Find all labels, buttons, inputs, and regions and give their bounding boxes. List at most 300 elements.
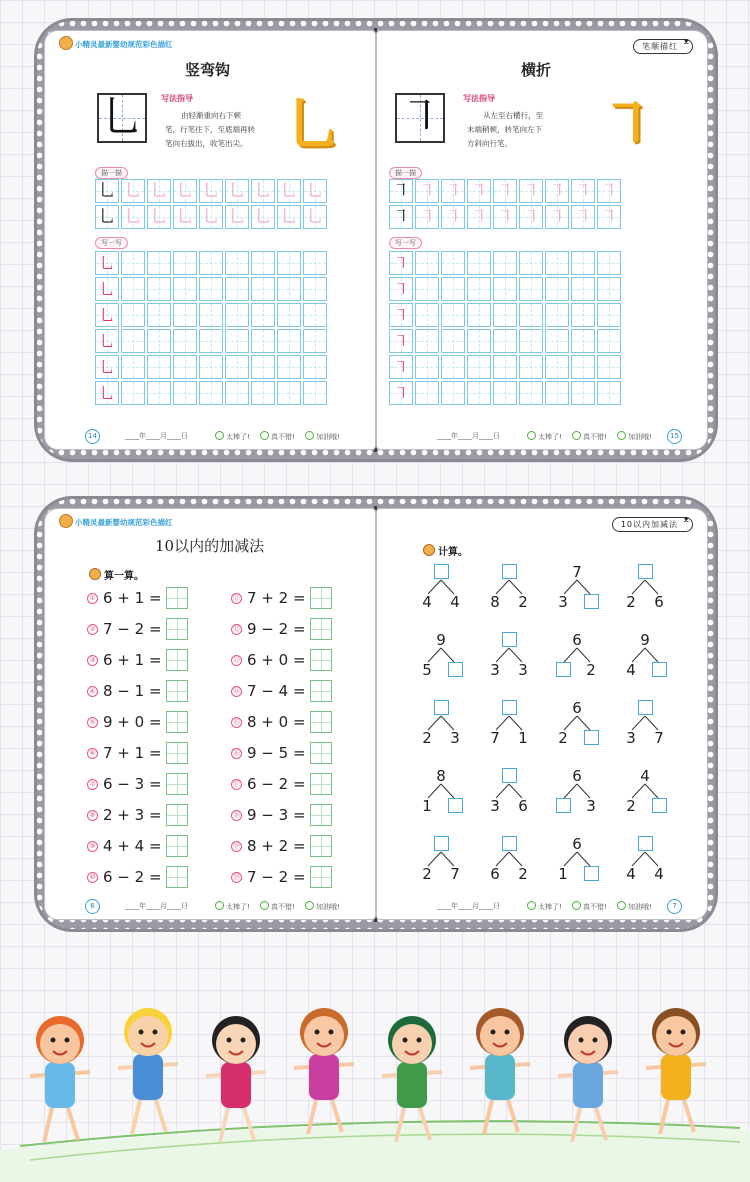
practice-cell[interactable]: [173, 329, 197, 353]
bond-number: 2: [422, 729, 432, 747]
bond-number: 8: [436, 767, 446, 785]
practice-cell[interactable]: ㇕: [571, 205, 595, 229]
practice-cell[interactable]: [441, 303, 465, 327]
practice-cell[interactable]: [173, 277, 197, 301]
page-footer: [55, 429, 365, 443]
practice-cell[interactable]: [147, 329, 171, 353]
practice-cell[interactable]: [173, 303, 197, 327]
rating-great[interactable]: 太棒了!: [215, 431, 250, 442]
practice-cell[interactable]: [493, 277, 517, 301]
practice-cell[interactable]: [441, 251, 465, 275]
practice-cell[interactable]: ㇕: [415, 179, 439, 203]
rating-good[interactable]: 真不错!: [572, 901, 607, 912]
equation-item: ⑦ 6 − 3 =: [87, 773, 188, 795]
answer-box[interactable]: [502, 768, 517, 783]
answer-box[interactable]: [166, 773, 188, 795]
dancing-kid: [470, 1008, 530, 1134]
answer-box[interactable]: [166, 711, 188, 733]
bond-number: 6: [490, 865, 500, 883]
practice-cell[interactable]: 乚: [121, 205, 145, 229]
bond-number: 3: [450, 729, 460, 747]
bond-number: 6: [518, 797, 528, 815]
practice-cell[interactable]: [571, 355, 595, 379]
practice-cell[interactable]: [277, 381, 301, 405]
practice-cell[interactable]: 乚: [95, 277, 119, 301]
answer-box[interactable]: [434, 564, 449, 579]
bond-number: 3: [518, 661, 528, 679]
practice-cell[interactable]: [571, 303, 595, 327]
write-grid: [95, 251, 327, 405]
rating-keep-going[interactable]: 加油哦!: [305, 431, 340, 442]
equation-item: ③ 6 + 1 =: [87, 649, 188, 671]
equation-item: ⑨ 4 + 4 =: [87, 835, 188, 857]
practice-cell[interactable]: [225, 329, 249, 353]
practice-cell[interactable]: [147, 355, 171, 379]
practice-cell[interactable]: [225, 381, 249, 405]
answer-box[interactable]: [310, 742, 332, 764]
bond-number: 4: [626, 661, 636, 679]
answer-box[interactable]: [502, 700, 517, 715]
practice-cell[interactable]: 乚: [95, 205, 119, 229]
practice-cell[interactable]: [519, 355, 543, 379]
practice-cell[interactable]: [277, 251, 301, 275]
practice-cell[interactable]: ㇕: [519, 179, 543, 203]
answer-box[interactable]: [434, 836, 449, 851]
answer-box[interactable]: [166, 618, 188, 640]
bond-number: 9: [640, 631, 650, 649]
rating-good[interactable]: 真不错!: [260, 901, 295, 912]
answer-box[interactable]: [584, 866, 599, 881]
stroke-mascot-icon: 乚: [285, 92, 341, 158]
practice-cell[interactable]: [493, 303, 517, 327]
series-logo-icon: [59, 36, 73, 50]
practice-cell[interactable]: 乚: [95, 303, 119, 327]
bond-number: 4: [654, 865, 664, 883]
practice-cell[interactable]: ㇕: [389, 277, 413, 301]
practice-cell[interactable]: [303, 355, 327, 379]
practice-cell[interactable]: [597, 251, 621, 275]
practice-cell[interactable]: ㇕: [545, 205, 569, 229]
rating-keep-going[interactable]: 加油哦!: [617, 431, 652, 442]
trace-grid: [95, 179, 327, 229]
rating-great[interactable]: 太棒了!: [215, 901, 250, 912]
practice-cell[interactable]: [147, 251, 171, 275]
dancing-kid: [294, 1008, 354, 1134]
trace-grid: [389, 179, 621, 229]
answer-box[interactable]: [584, 594, 599, 609]
practice-cell[interactable]: [251, 277, 275, 301]
page-title: 横折: [521, 61, 552, 79]
practice-cell[interactable]: [121, 277, 145, 301]
equation-item: ⑮ 8 + 0 =: [231, 711, 332, 733]
practice-cell[interactable]: [303, 381, 327, 405]
practice-cell[interactable]: 乚: [199, 205, 223, 229]
practice-cell[interactable]: [225, 277, 249, 301]
practice-cell[interactable]: [545, 251, 569, 275]
book-spread-strokes: [34, 18, 718, 462]
practice-cell[interactable]: ㇕: [571, 179, 595, 203]
practice-cell[interactable]: [571, 251, 595, 275]
page-horizontal-turn: [376, 30, 708, 450]
practice-cell[interactable]: ㇕: [389, 381, 413, 405]
equation-item: ⑳ 7 − 2 =: [231, 866, 332, 888]
answer-box[interactable]: [310, 680, 332, 702]
number-bond-tree: [555, 835, 599, 887]
practice-cell[interactable]: [199, 355, 223, 379]
rating-good[interactable]: 真不错!: [260, 431, 295, 442]
answer-box[interactable]: [166, 587, 188, 609]
practice-cell[interactable]: [493, 251, 517, 275]
practice-cell[interactable]: [415, 355, 439, 379]
page-number-bonds: [376, 508, 708, 920]
bond-number: 4: [450, 593, 460, 611]
practice-cell[interactable]: [251, 329, 275, 353]
number-bond-tree: [487, 699, 531, 751]
practice-cell[interactable]: [467, 329, 491, 353]
answer-box[interactable]: [310, 711, 332, 733]
equation-item: ⑤ 9 + 0 =: [87, 711, 188, 733]
practice-cell[interactable]: [303, 303, 327, 327]
practice-cell[interactable]: ㇕: [389, 355, 413, 379]
answer-box[interactable]: [310, 649, 332, 671]
bond-number: 6: [572, 631, 582, 649]
answer-box[interactable]: [556, 662, 571, 677]
practice-cell[interactable]: 乚: [199, 179, 223, 203]
practice-cell[interactable]: [545, 303, 569, 327]
answer-box[interactable]: [434, 700, 449, 715]
practice-cell[interactable]: [415, 329, 439, 353]
equation-item: ④ 8 − 1 =: [87, 680, 188, 702]
answer-box[interactable]: [502, 632, 517, 647]
bond-number: 2: [422, 865, 432, 883]
practice-cell[interactable]: 乚: [121, 179, 145, 203]
bond-number: 2: [518, 865, 528, 883]
practice-cell[interactable]: [441, 329, 465, 353]
practice-cell[interactable]: [597, 355, 621, 379]
answer-box[interactable]: [638, 564, 653, 579]
date-line: ____年____月____日: [437, 902, 500, 910]
practice-cell[interactable]: ㇕: [415, 205, 439, 229]
dancing-kid: [206, 1016, 266, 1142]
practice-cell[interactable]: [493, 355, 517, 379]
answer-box[interactable]: [652, 662, 667, 677]
practice-cell[interactable]: [225, 303, 249, 327]
answer-box[interactable]: [638, 836, 653, 851]
page-title: 竖弯钩: [185, 61, 231, 79]
bond-number: 2: [626, 593, 636, 611]
practice-cell[interactable]: [173, 381, 197, 405]
write-label: 写一写: [389, 237, 422, 249]
practice-cell[interactable]: [519, 277, 543, 301]
practice-cell[interactable]: [199, 277, 223, 301]
guide-text: 由轻渐重向右下顿 笔，行笔往下，至底端再转 笔向右拔出，收笔出尖。: [165, 111, 255, 148]
answer-box[interactable]: [310, 835, 332, 857]
practice-cell[interactable]: 乚: [147, 205, 171, 229]
section-heading: 算一算。: [89, 567, 144, 582]
practice-cell[interactable]: ㇕: [389, 179, 413, 203]
equation-item: ⑬ 6 + 0 =: [231, 649, 332, 671]
page-number: 7: [667, 899, 682, 914]
practice-cell[interactable]: ㇕: [389, 251, 413, 275]
practice-cell[interactable]: ㇕: [597, 179, 621, 203]
bond-number: 6: [572, 835, 582, 853]
practice-cell[interactable]: [519, 303, 543, 327]
practice-cell[interactable]: [251, 355, 275, 379]
practice-cell[interactable]: [415, 251, 439, 275]
book-spread-math: [34, 496, 718, 932]
practice-cell[interactable]: [441, 381, 465, 405]
practice-cell[interactable]: ㇕: [493, 205, 517, 229]
answer-box[interactable]: [556, 798, 571, 813]
practice-cell[interactable]: 乚: [303, 179, 327, 203]
practice-cell[interactable]: 乚: [225, 179, 249, 203]
practice-cell[interactable]: [199, 303, 223, 327]
section-heading: 计算。: [423, 543, 468, 558]
practice-cell[interactable]: [493, 329, 517, 353]
number-bond-tree: [419, 699, 463, 751]
answer-box[interactable]: [166, 649, 188, 671]
practice-cell[interactable]: [441, 355, 465, 379]
answer-box[interactable]: [502, 836, 517, 851]
practice-cell[interactable]: 乚: [147, 179, 171, 203]
number-bond-tree: [555, 563, 599, 615]
bond-number: 4: [626, 865, 636, 883]
series-name: 小精灵最新婴幼规范彩色描红: [75, 40, 173, 49]
bond-number: 6: [572, 699, 582, 717]
practice-cell[interactable]: [199, 381, 223, 405]
practice-cell[interactable]: [467, 303, 491, 327]
answer-box[interactable]: [166, 866, 188, 888]
bond-number: 7: [450, 865, 460, 883]
practice-cell[interactable]: ㇕: [597, 205, 621, 229]
bond-number: 1: [518, 729, 528, 747]
practice-cell[interactable]: [415, 303, 439, 327]
practice-cell[interactable]: [121, 381, 145, 405]
practice-cell[interactable]: [173, 355, 197, 379]
kid-icon: [89, 568, 101, 580]
answer-box[interactable]: [310, 587, 332, 609]
practice-cell[interactable]: [467, 381, 491, 405]
answer-box[interactable]: [652, 798, 667, 813]
practice-cell[interactable]: [121, 355, 145, 379]
answer-box[interactable]: [310, 866, 332, 888]
practice-cell[interactable]: ㇕: [389, 303, 413, 327]
practice-cell[interactable]: [251, 303, 275, 327]
answer-box[interactable]: [638, 700, 653, 715]
rating-great[interactable]: 太棒了!: [527, 431, 562, 442]
page-number: 15: [667, 429, 682, 444]
practice-cell[interactable]: [277, 355, 301, 379]
practice-cell[interactable]: [121, 303, 145, 327]
number-bond-tree: [419, 631, 463, 683]
answer-box[interactable]: [166, 804, 188, 826]
practice-cell[interactable]: ㇕: [389, 329, 413, 353]
practice-cell[interactable]: [199, 251, 223, 275]
guide-label: 写法指导: [463, 94, 495, 103]
practice-cell[interactable]: [147, 381, 171, 405]
equation-item: ② 7 − 2 =: [87, 618, 188, 640]
number-bond-tree: [555, 631, 599, 683]
practice-cell[interactable]: 乚: [277, 179, 301, 203]
practice-cell[interactable]: 乚: [173, 205, 197, 229]
practice-cell[interactable]: 乚: [225, 205, 249, 229]
bond-number: 1: [558, 865, 568, 883]
practice-cell[interactable]: ㇕: [389, 205, 413, 229]
practice-cell[interactable]: 乚: [173, 179, 197, 203]
kid-icon: [423, 544, 435, 556]
practice-cell[interactable]: [545, 355, 569, 379]
practice-cell[interactable]: [277, 277, 301, 301]
bond-number: 5: [422, 661, 432, 679]
bond-number: 7: [490, 729, 500, 747]
page-vertical-bend-hook: [44, 30, 376, 450]
stroke-mascot-icon: ㇕: [599, 92, 655, 158]
answer-box[interactable]: [448, 662, 463, 677]
number-bond-tree: [419, 835, 463, 887]
answer-box[interactable]: [166, 835, 188, 857]
number-bond-tree: [623, 835, 667, 887]
dancing-kid: [646, 1008, 706, 1134]
rating-keep-going[interactable]: 加油哦!: [305, 901, 340, 912]
number-bond-tree: [623, 563, 667, 615]
rating-keep-going[interactable]: 加油哦!: [617, 901, 652, 912]
answer-box[interactable]: [310, 618, 332, 640]
practice-cell[interactable]: [199, 329, 223, 353]
practice-cell[interactable]: [441, 277, 465, 301]
practice-cell[interactable]: [415, 277, 439, 301]
dancing-kid: [118, 1008, 178, 1134]
practice-cell[interactable]: [147, 303, 171, 327]
practice-cell[interactable]: [571, 277, 595, 301]
practice-cell[interactable]: ㇕: [545, 179, 569, 203]
practice-cell[interactable]: [597, 277, 621, 301]
trace-label: 描一描: [389, 167, 422, 179]
equation-item: ⑲ 8 + 2 =: [231, 835, 332, 857]
trace-label: 描一描: [95, 167, 128, 179]
practice-cell[interactable]: [121, 329, 145, 353]
series-logo-icon: [59, 514, 73, 528]
practice-cell[interactable]: [545, 277, 569, 301]
practice-cell[interactable]: [597, 381, 621, 405]
practice-cell[interactable]: [225, 251, 249, 275]
bond-number: 3: [490, 661, 500, 679]
practice-cell[interactable]: 乚: [251, 179, 275, 203]
number-bond-tree: [419, 563, 463, 615]
number-bond-tree: [419, 767, 463, 819]
practice-cell[interactable]: 乚: [95, 329, 119, 353]
bond-number: 1: [422, 797, 432, 815]
practice-cell[interactable]: 乚: [95, 381, 119, 405]
equation-item: ⑭ 7 − 4 =: [231, 680, 332, 702]
bond-number: 4: [422, 593, 432, 611]
corner-tag: 10以内加减法 ᴥ: [612, 517, 693, 532]
answer-box[interactable]: [166, 742, 188, 764]
practice-cell[interactable]: 乚: [303, 205, 327, 229]
practice-cell[interactable]: [147, 277, 171, 301]
bond-number: 6: [572, 767, 582, 785]
bond-number: 3: [586, 797, 596, 815]
equation-item: ⑫ 9 − 2 =: [231, 618, 332, 640]
practice-cell[interactable]: [467, 277, 491, 301]
practice-cell[interactable]: ㇕: [467, 179, 491, 203]
practice-cell[interactable]: [415, 381, 439, 405]
answer-box[interactable]: [310, 773, 332, 795]
practice-cell[interactable]: [303, 277, 327, 301]
bond-number: 2: [558, 729, 568, 747]
bond-number: 4: [640, 767, 650, 785]
bond-number: 7: [572, 563, 582, 581]
practice-cell[interactable]: [597, 329, 621, 353]
bond-number: 9: [436, 631, 446, 649]
practice-cell[interactable]: 乚: [95, 251, 119, 275]
equation-item: ⑩ 6 − 2 =: [87, 866, 188, 888]
equation-item: ⑧ 2 + 3 =: [87, 804, 188, 826]
practice-cell[interactable]: [303, 329, 327, 353]
practice-cell[interactable]: [303, 251, 327, 275]
guide-text: 从左至右横行，至 末端稍顿，转笔向左下 方斜向行笔。: [467, 111, 543, 148]
number-bond-tree: [487, 563, 531, 615]
practice-cell[interactable]: [493, 381, 517, 405]
practice-cell[interactable]: [251, 381, 275, 405]
practice-cell[interactable]: [467, 251, 491, 275]
practice-cell[interactable]: [519, 251, 543, 275]
practice-cell[interactable]: [251, 251, 275, 275]
write-label: 写一写: [95, 237, 128, 249]
practice-cell[interactable]: [545, 381, 569, 405]
answer-box[interactable]: [502, 564, 517, 579]
practice-cell[interactable]: [519, 381, 543, 405]
practice-cell[interactable]: ㇕: [493, 179, 517, 203]
practice-cell[interactable]: ㇕: [519, 205, 543, 229]
practice-cell[interactable]: ㇕: [441, 179, 465, 203]
rating-great[interactable]: 太棒了!: [527, 901, 562, 912]
equation-item: ⑥ 7 + 1 =: [87, 742, 188, 764]
practice-cell[interactable]: [571, 329, 595, 353]
practice-cell[interactable]: [467, 355, 491, 379]
number-bond-tree: [487, 835, 531, 887]
practice-cell[interactable]: [225, 355, 249, 379]
practice-cell[interactable]: 乚: [251, 205, 275, 229]
page-number: 6: [85, 899, 100, 914]
practice-cell[interactable]: 乚: [277, 205, 301, 229]
practice-cell[interactable]: [571, 381, 595, 405]
answer-box[interactable]: [166, 680, 188, 702]
practice-cell[interactable]: [597, 303, 621, 327]
answer-box[interactable]: [584, 730, 599, 745]
answer-box[interactable]: [448, 798, 463, 813]
practice-cell[interactable]: ㇕: [467, 205, 491, 229]
equation-item: ⑯ 9 − 5 =: [231, 742, 332, 764]
equation-item: ① 6 + 1 =: [87, 587, 188, 609]
practice-cell[interactable]: 乚: [95, 355, 119, 379]
bond-number: 3: [490, 797, 500, 815]
practice-cell[interactable]: [519, 329, 543, 353]
corner-tag: 笔顺描红 ᴥ: [633, 39, 693, 54]
practice-cell[interactable]: [121, 251, 145, 275]
practice-cell[interactable]: [277, 303, 301, 327]
number-bond-tree: [623, 631, 667, 683]
practice-cell[interactable]: [277, 329, 301, 353]
practice-cell[interactable]: [545, 329, 569, 353]
bond-number: 2: [626, 797, 636, 815]
practice-cell[interactable]: [173, 251, 197, 275]
bond-number: 2: [586, 661, 596, 679]
practice-cell[interactable]: ㇕: [441, 205, 465, 229]
practice-cell[interactable]: 乚: [95, 179, 119, 203]
answer-box[interactable]: [310, 804, 332, 826]
rating-good[interactable]: 真不错!: [572, 431, 607, 442]
number-bond-tree: [487, 767, 531, 819]
